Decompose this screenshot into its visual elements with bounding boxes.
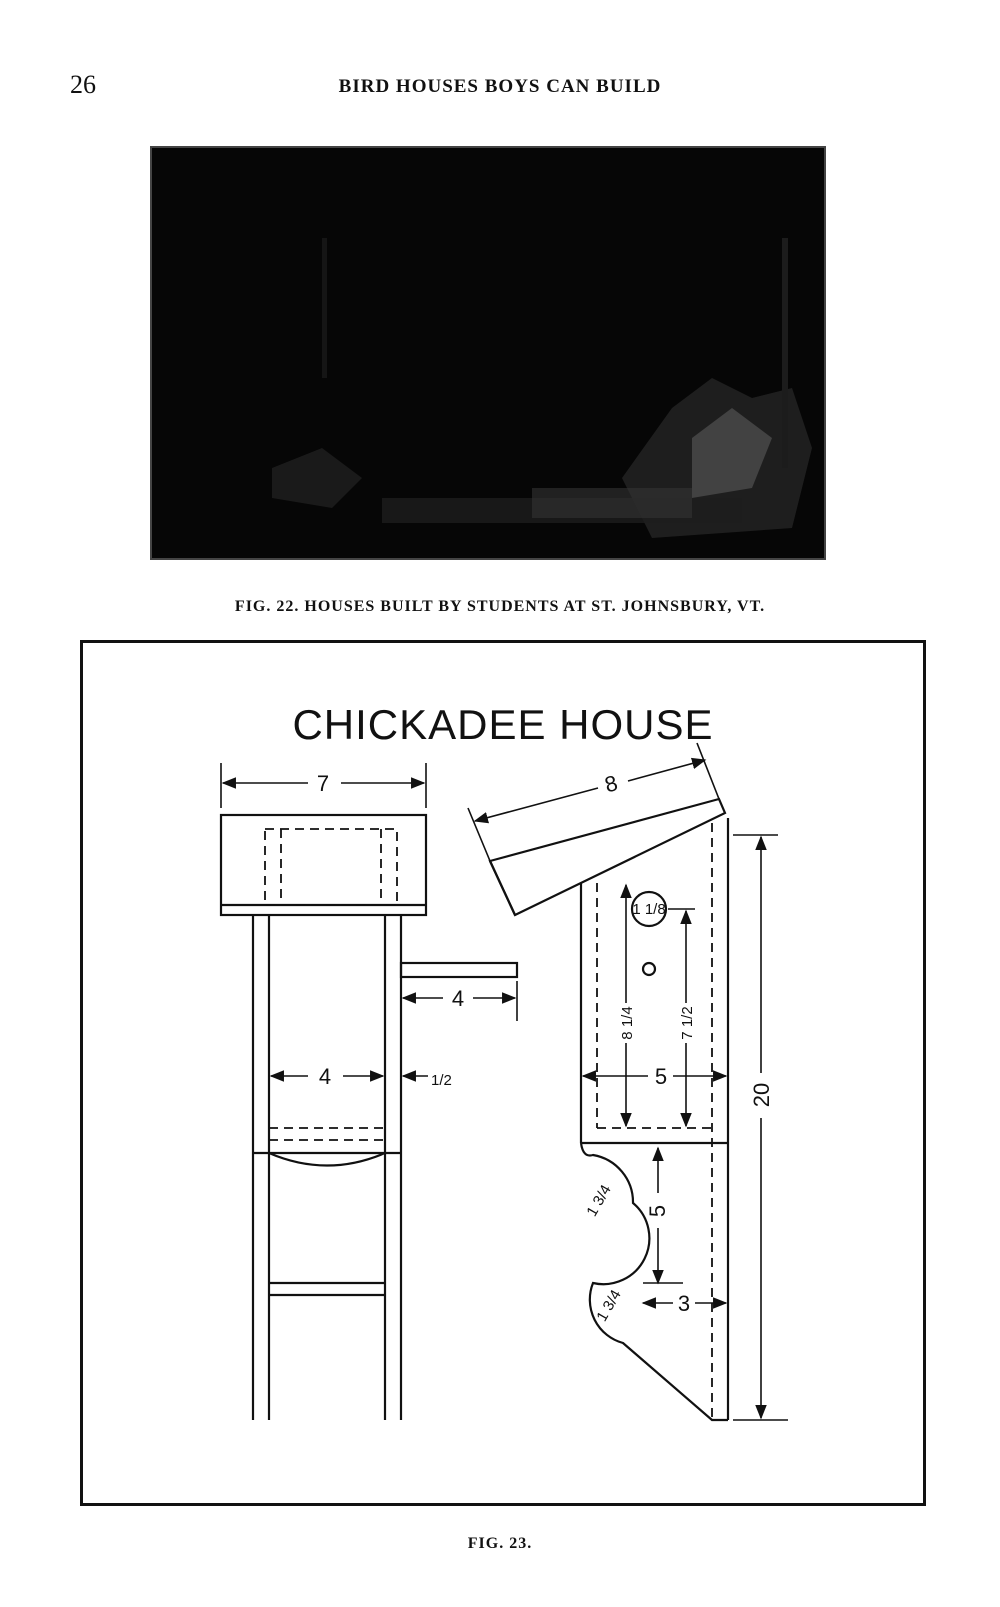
- dim-upper-radius: 1 3/4: [583, 1182, 615, 1220]
- dim-perch-length: 4: [451, 986, 465, 1011]
- running-head: BIRD HOUSES BOYS CAN BUILD: [338, 76, 662, 97]
- dim-lower-radius: 1 3/4: [593, 1287, 625, 1325]
- dim-wall-thickness: 1/2: [431, 1072, 452, 1089]
- drawing-title: CHICKADEE HOUSE: [292, 701, 714, 748]
- dim-hole-to-floor: 7 1/2: [679, 1006, 696, 1040]
- front-view: [221, 815, 517, 1420]
- dim-roof-width: 7: [316, 771, 330, 796]
- student-houses-photo: [150, 146, 826, 560]
- dim-bottom-offset: 3: [677, 1291, 691, 1316]
- dim-hole-diameter: 1 1/8: [632, 901, 666, 918]
- dim-roof-length: 8: [601, 770, 621, 798]
- dim-floor-to-top: 8 1/4: [619, 1006, 636, 1040]
- dim-inner-width: 4: [318, 1064, 332, 1089]
- photo-shapes: [152, 148, 824, 558]
- page-number: 26: [70, 70, 96, 99]
- dim-side-depth: 5: [654, 1064, 668, 1089]
- chickadee-house-drawing: [83, 643, 923, 1503]
- side-view: [490, 799, 728, 1420]
- dim-total-height: 20: [749, 1082, 774, 1108]
- figure-23-caption: FIG. 23.: [467, 1535, 533, 1552]
- chickadee-drawing-frame: [80, 640, 926, 1506]
- figure-22-caption: FIG. 22. HOUSES BUILT BY STUDENTS AT ST. JOHNSBURY, VT.: [234, 598, 766, 615]
- dim-cutout-drop: 5: [645, 1204, 670, 1218]
